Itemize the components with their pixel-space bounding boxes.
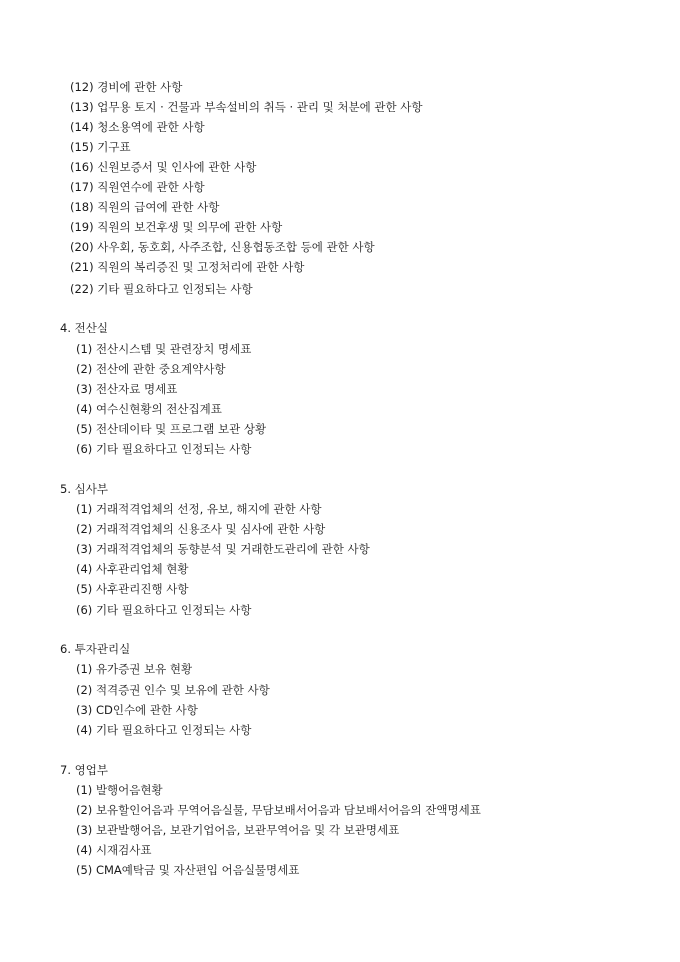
list-item: (20) 사우회, 동호회, 사주조합, 신용협동조합 등에 관한 사항 <box>70 240 375 254</box>
list-item: (5) 사후관리진행 사항 <box>76 582 189 596</box>
list-item: (13) 업무용 토지 · 건물과 부속설비의 취득 · 관리 및 처분에 관한 사항 <box>70 100 423 114</box>
list-item: (5) 전산데이타 및 프로그램 보관 상황 <box>76 422 267 436</box>
section-heading: 6. 투자관리실 <box>60 642 131 656</box>
list-item: (2) 거래적격업체의 신용조사 및 심사에 관한 사항 <box>76 522 326 536</box>
list-item: (1) 전산시스템 및 관련장치 명세표 <box>76 342 252 356</box>
list-item: (15) 기구표 <box>70 140 131 154</box>
list-item: (12) 경비에 관한 사항 <box>70 80 183 94</box>
list-item: (6) 기타 필요하다고 인정되는 사항 <box>76 442 252 456</box>
list-item: (1) 거래적격업체의 선정, 유보, 해지에 관한 사항 <box>76 502 322 516</box>
section-heading: 7. 영업부 <box>60 763 108 777</box>
list-item: (17) 직원연수에 관한 사항 <box>70 180 205 194</box>
list-item: (4) 사후관리업체 현황 <box>76 562 189 576</box>
list-item: (2) 전산에 관한 중요계약사항 <box>76 362 226 376</box>
list-item: (19) 직원의 보건후생 및 의무에 관한 사항 <box>70 220 283 234</box>
list-item: (2) 적격증권 인수 및 보유에 관한 사항 <box>76 683 270 697</box>
list-item: (21) 직원의 복리증진 및 고정처리에 관한 사항 <box>70 260 305 274</box>
list-item: (6) 기타 필요하다고 인정되는 사항 <box>76 603 252 617</box>
list-item: (3) 전산자료 명세표 <box>76 382 178 396</box>
list-item: (1) 유가증권 보유 현황 <box>76 662 193 676</box>
list-item: (18) 직원의 급여에 관한 사항 <box>70 200 220 214</box>
list-item: (1) 발행어음현황 <box>76 783 163 797</box>
list-item: (22) 기타 필요하다고 인정되는 사항 <box>70 282 253 296</box>
list-item: (4) 시재검사표 <box>76 843 152 857</box>
list-item: (14) 청소용역에 관한 사항 <box>70 120 205 134</box>
section-heading: 5. 심사부 <box>60 482 108 496</box>
list-item: (2) 보유할인어음과 무역어음실물, 무담보배서어음과 담보배서어음의 잔액명세표 <box>76 803 481 817</box>
list-item: (4) 기타 필요하다고 인정되는 사항 <box>76 723 252 737</box>
list-item: (3) 거래적격업체의 동향분석 및 거래한도관리에 관한 사항 <box>76 542 370 556</box>
list-item: (3) 보관발행어음, 보관기업어음, 보관무역어음 및 각 보관명세표 <box>76 823 400 837</box>
list-item: (5) CMA예탁금 및 자산편입 어음실물명세표 <box>76 863 300 877</box>
list-item: (16) 신원보증서 및 인사에 관한 사항 <box>70 160 257 174</box>
section-heading: 4. 전산실 <box>60 321 108 335</box>
list-item: (4) 여수신현황의 전산집계표 <box>76 402 222 416</box>
list-item: (3) CD인수에 관한 사항 <box>76 703 198 717</box>
